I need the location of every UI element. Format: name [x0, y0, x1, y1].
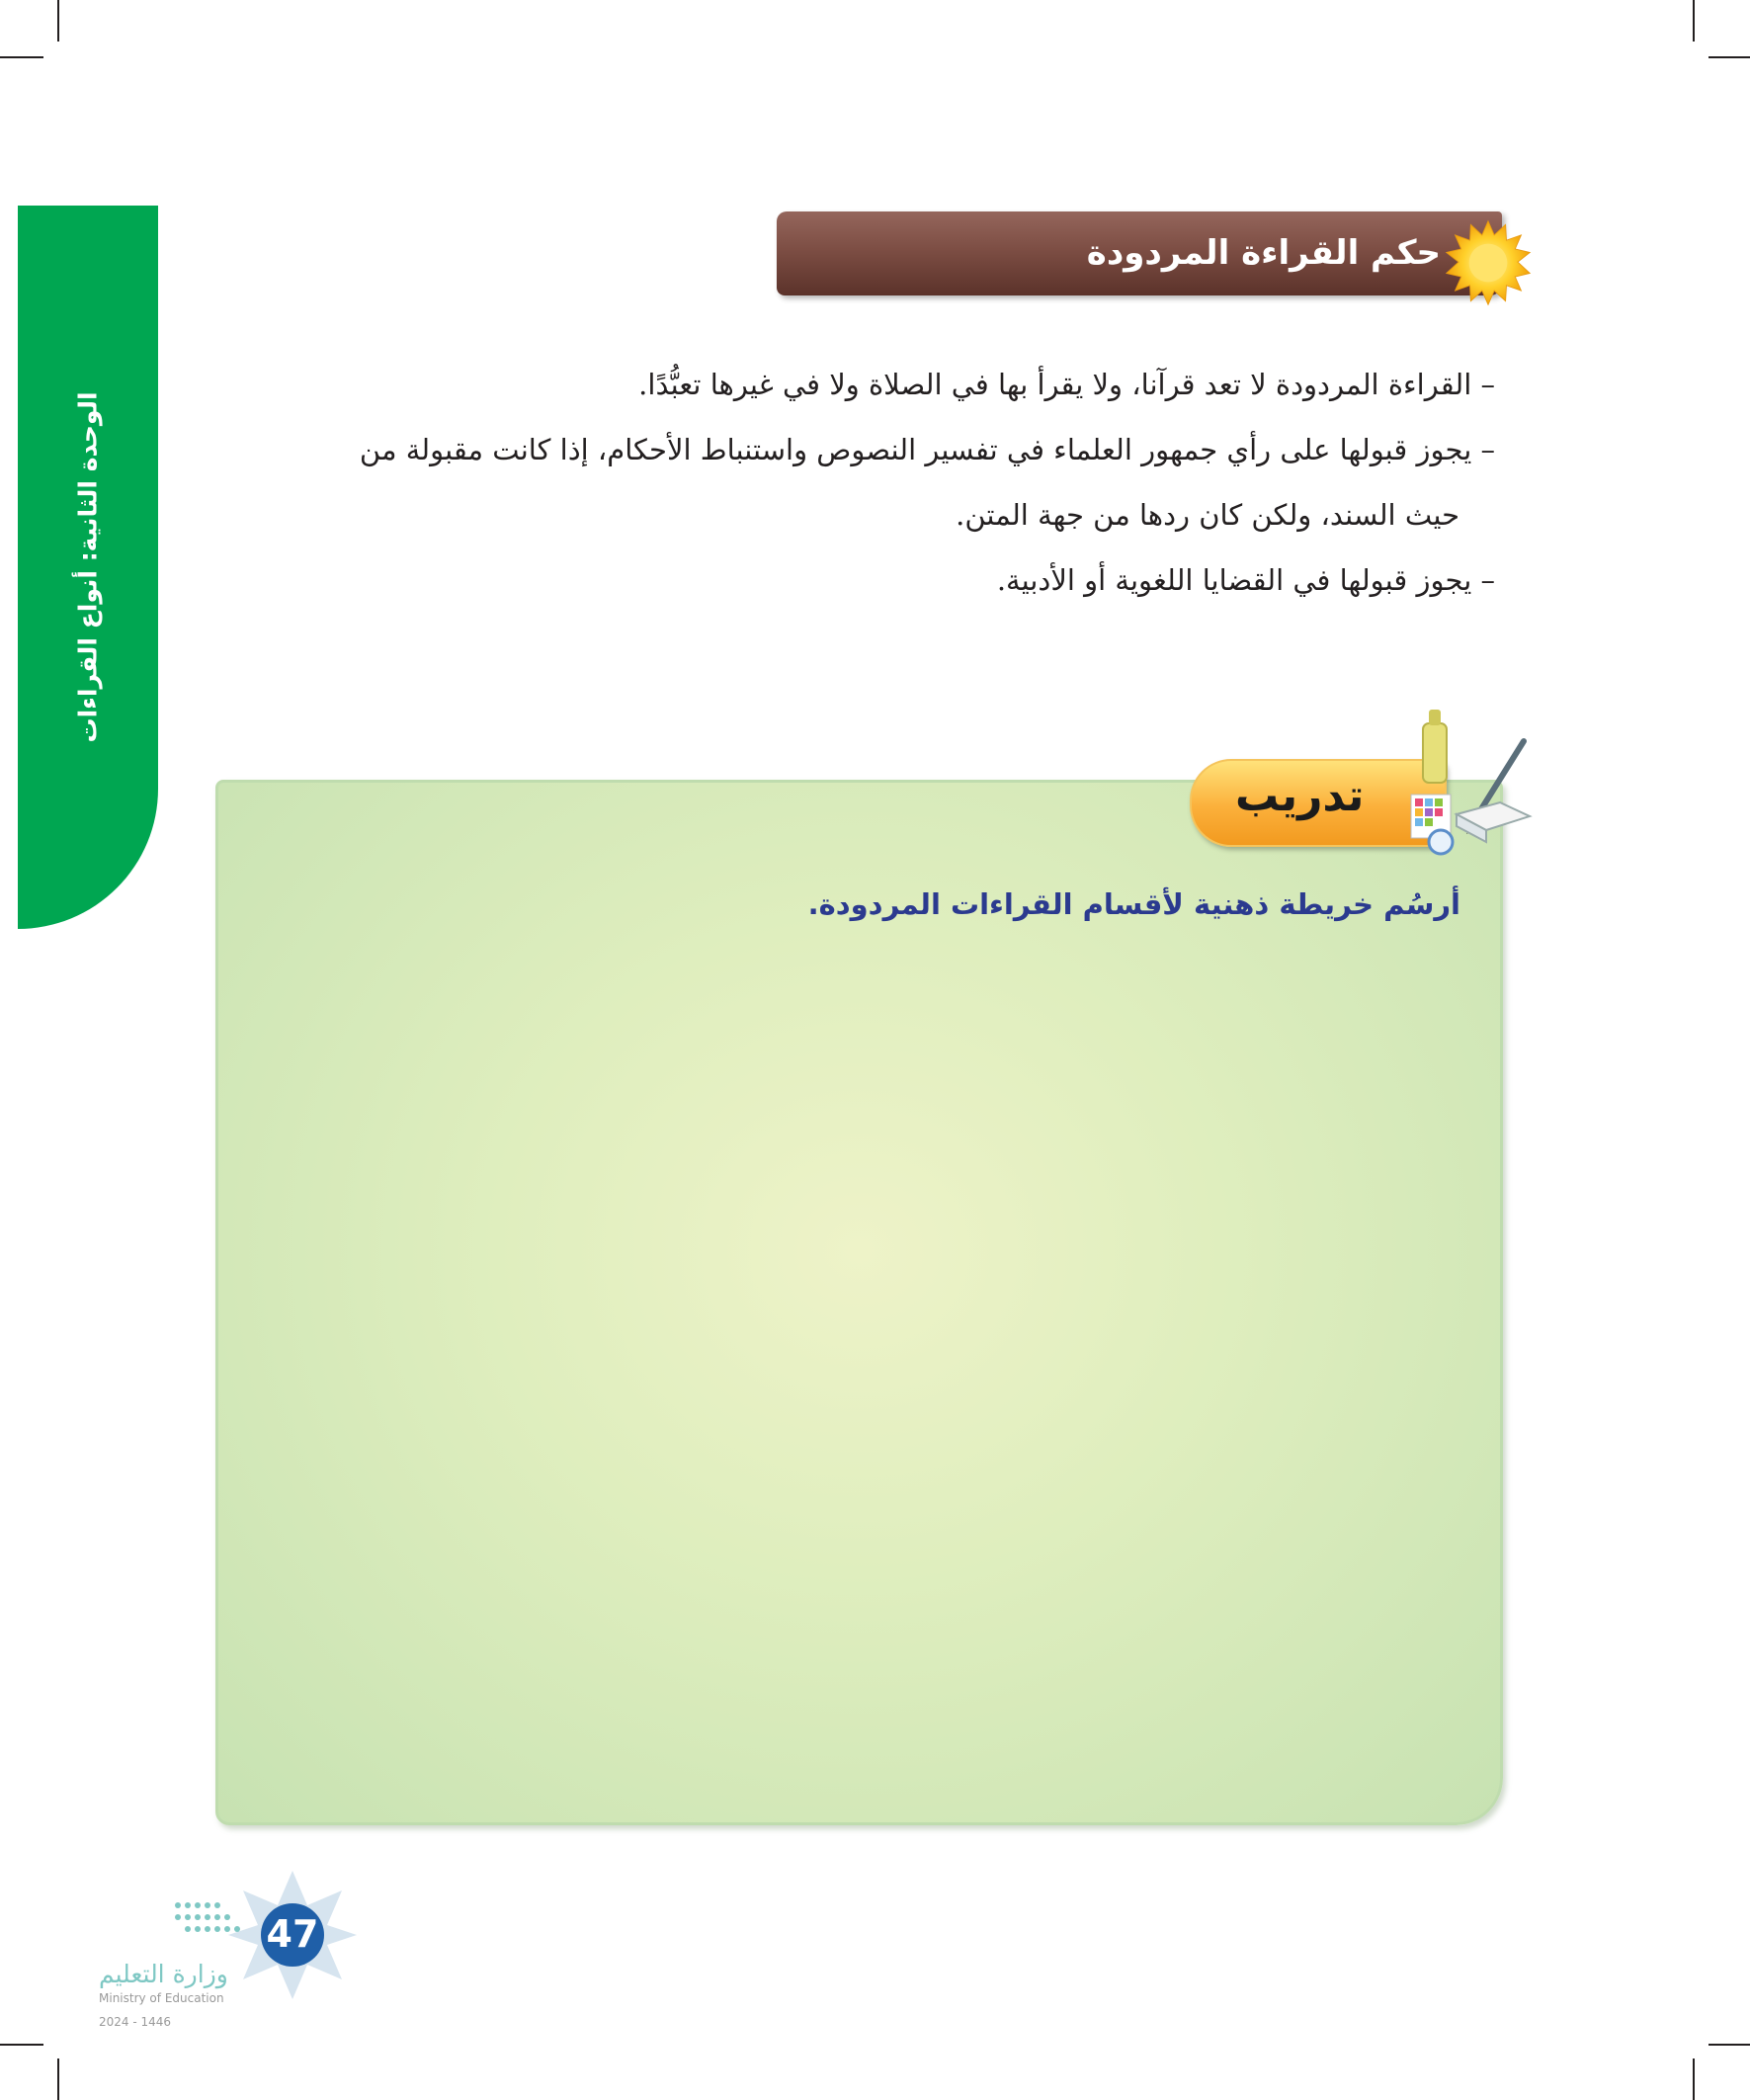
exercise-instruction: أرسُم خريطة ذهنية لأقسام القراءات المردودة.	[807, 887, 1460, 921]
book-and-pen-icon	[1405, 704, 1543, 862]
bullet-continuation: حيث السند، ولكن كان ردها من جهة المتن.	[956, 498, 1459, 532]
crop-mark	[57, 0, 59, 42]
exercise-answer-area[interactable]	[215, 780, 1503, 1825]
section-title: حكم القراءة المردودة	[1086, 233, 1441, 273]
unit-label: الوحدة الثانية: أنواع القراءات	[73, 391, 103, 743]
page-number: 47	[266, 1912, 319, 1956]
crop-mark	[0, 56, 43, 58]
exercise-badge-label: تدريب	[1235, 771, 1365, 821]
crop-mark	[1693, 2058, 1695, 2100]
ministry-name-en: Ministry of Education	[99, 1991, 224, 2005]
crop-mark	[57, 2058, 59, 2100]
crop-mark	[1708, 2044, 1750, 2046]
edition-year: 2024 - 1446	[99, 2015, 172, 2029]
bullet-item: – يجوز قبولها في القضايا اللغوية أو الأدبية.	[996, 563, 1495, 597]
crop-mark	[1693, 0, 1695, 42]
crop-mark	[0, 2044, 43, 2046]
bullet-item: – يجوز قبولها على رأي جمهور العلماء في تفسير النصوص واستنباط الأحكام، إذا كانت مقبولة من	[359, 433, 1495, 466]
body-text	[191, 352, 1495, 613]
bullet-item: – القراءة المردودة لا تعد قرآنا، ولا يقرأ بها في الصلاة ولا في غيرها تعبُّدًا.	[638, 368, 1495, 401]
sun-icon	[1445, 219, 1532, 306]
section-heading-banner	[777, 211, 1502, 295]
ministry-name-ar: وزارة التعليم	[99, 1960, 228, 1988]
ministry-logo-icon	[168, 1897, 257, 1941]
crop-mark	[1708, 56, 1750, 58]
